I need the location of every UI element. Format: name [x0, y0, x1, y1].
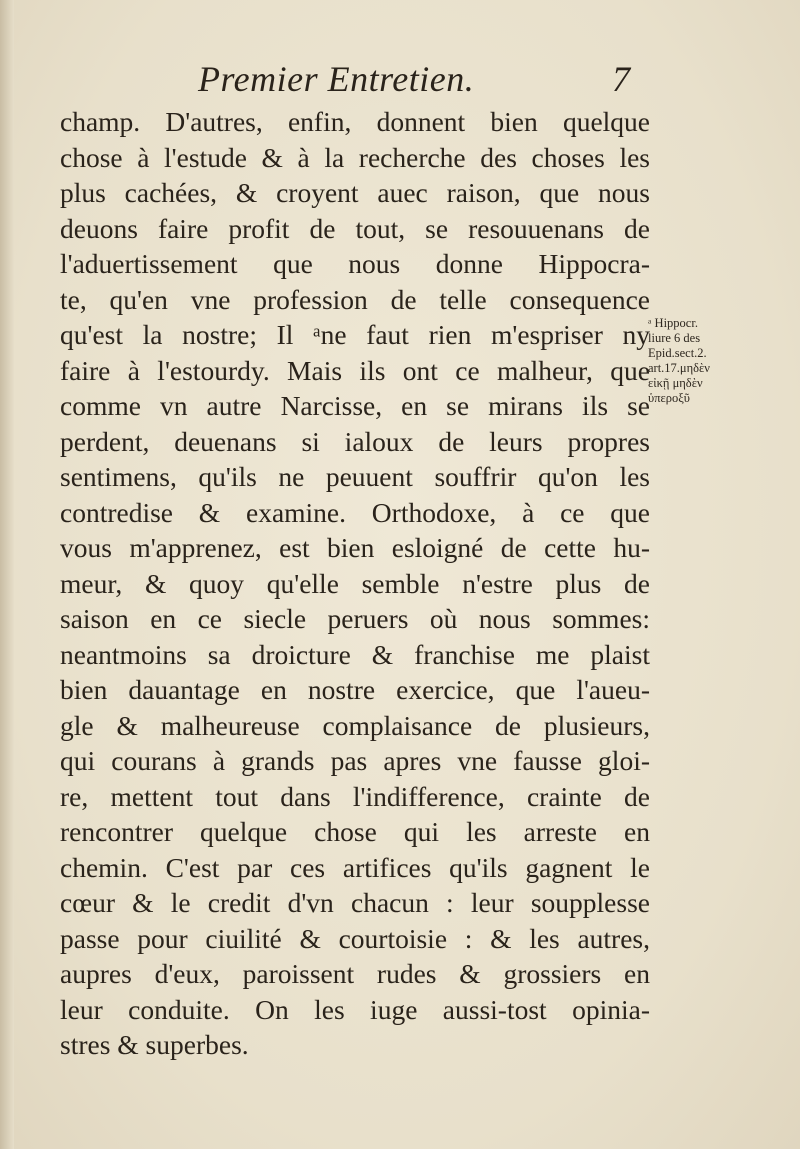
- text-line: bien dauantage en nostre exercice, que l'aueu-: [60, 674, 650, 705]
- margin-note-line: Epid.sect.2.: [648, 346, 707, 360]
- text-line: comme vn autre Narcisse, en se mirans ils se: [60, 390, 650, 421]
- page-gutter: [0, 0, 14, 1149]
- text-line: saison en ce siecle peruers où nous sommes:: [60, 603, 650, 634]
- margin-note-line: liure 6 des: [648, 331, 701, 345]
- text-line: sentimens, qu'ils ne peuuent souffrir qu'on les: [60, 461, 650, 492]
- text-line: gle & malheureuse complaisance de plusieurs,: [60, 709, 650, 741]
- page-number: 7: [612, 59, 630, 99]
- text-line: faire à l'estourdy. Mais ils ont ce malheur, que: [60, 354, 650, 386]
- text-line: cœur & le credit d'vn chacun : leur soupplesse: [60, 887, 650, 918]
- text-line: qui courans à grands pas apres vne fausse gloi-: [60, 745, 650, 776]
- text-line: re, mettent tout dans l'indifference, crainte de: [60, 780, 650, 812]
- text-line: stres & superbes.: [60, 1029, 249, 1060]
- text-line: perdent, deuenans si ialoux de leurs propres: [60, 425, 650, 457]
- text-line: vous m'apprenez, est bien esloigné de cette hu-: [60, 532, 650, 563]
- text-line: meur, & quoy qu'elle semble n'estre plus de: [60, 567, 650, 599]
- text-line: contredise & examine. Orthodoxe, à ce que: [60, 496, 650, 528]
- body-text: [60, 104, 650, 1063]
- text-line: chose à l'estude & à la recherche des choses les: [60, 141, 650, 173]
- running-head: [0, 58, 800, 108]
- text-line: rencontrer quelque chose qui les arreste en: [60, 816, 650, 847]
- margin-note-line: ὑπεροξῦ: [648, 391, 690, 405]
- text-line: deuons faire profit de tout, se resouuenans de: [60, 212, 650, 244]
- margin-note-line: ᵃ Hippocr.: [648, 316, 698, 330]
- text-line: l'aduertissement que nous donne Hippocra-: [60, 248, 650, 279]
- text-line: aupres d'eux, paroissent rudes & grossiers en: [60, 958, 650, 989]
- text-line: champ. D'autres, enfin, donnent bien quelque: [60, 106, 650, 137]
- text-line: chemin. C'est par ces artifices qu'ils gagnent le: [60, 851, 650, 883]
- text-line: plus cachées, & croyent auec raison, que nous: [60, 177, 650, 208]
- margin-note: [648, 316, 773, 406]
- text-line: passe pour ciuilité & courtoisie : & les autres,: [60, 922, 650, 954]
- margin-note-line: εἰκῇ μηδὲν: [648, 376, 703, 390]
- text-line: qu'est la nostre; Il ᵃne faut rien m'espriser ny: [60, 319, 650, 350]
- text-line: te, qu'en vne profession de telle consequence: [60, 283, 650, 315]
- text-line: neantmoins sa droicture & franchise me plaist: [60, 638, 650, 670]
- text-line: leur conduite. On les iuge aussi-tost opinia-: [60, 993, 650, 1025]
- margin-note-line: art.17.μηδὲν: [648, 361, 710, 375]
- running-head-title: Premier Entretien.: [198, 59, 475, 99]
